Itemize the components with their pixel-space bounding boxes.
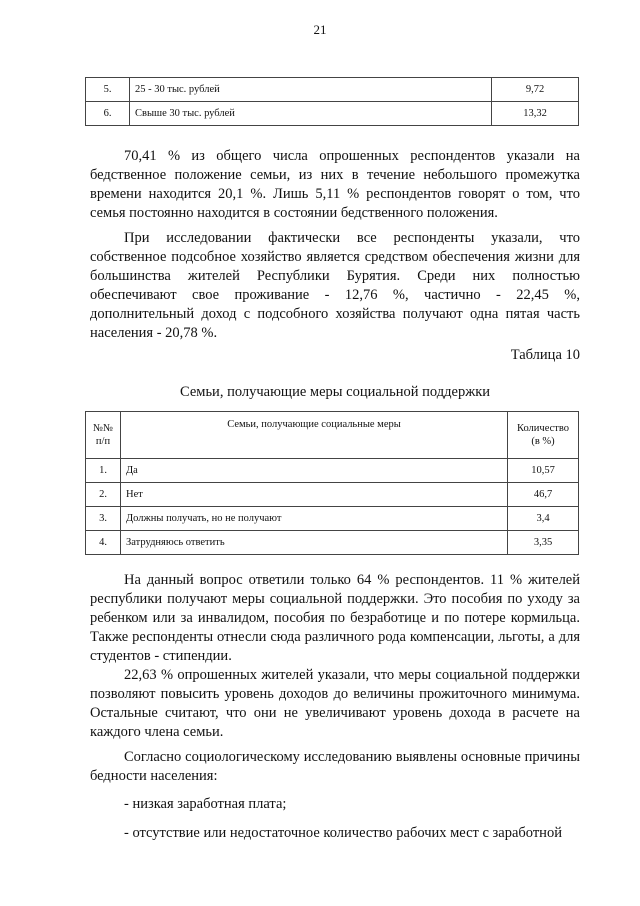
table-label: Таблица 10 <box>510 347 580 363</box>
list-item: - отсутствие или недостаточное количество рабочих мест с заработной <box>124 825 562 841</box>
table-row <box>86 78 579 102</box>
paragraph-subsistence: 22,63 % опрошенных жителей указали, что меры социальной поддержки позволяют повысить уровень доходов до величины прожиточного минимума. Остальные считают, что они не увеличивают уровень дохода в расчете на каждого члена семьи. <box>90 667 580 740</box>
row-label: Затрудняюсь ответить <box>121 531 508 555</box>
income-table <box>85 77 579 126</box>
table-row <box>86 102 579 126</box>
row-label: Должны получать, но не получают <box>121 507 508 531</box>
row-label: Да <box>121 459 508 483</box>
list-item: - низкая заработная плата; <box>124 796 287 812</box>
row-number: 4. <box>86 531 121 555</box>
row-number: 3. <box>86 507 121 531</box>
row-label: 25 - 30 тыс. рублей <box>130 78 492 102</box>
row-value: 10,57 <box>508 459 579 483</box>
header-number: №№ п/п <box>86 412 121 459</box>
table-row <box>86 459 579 483</box>
row-number: 5. <box>86 78 130 102</box>
row-label: Нет <box>121 483 508 507</box>
paragraph-poverty: 70,41 % из общего числа опрошенных респондентов указали на бедственное положение семьи, из них в течение небольшого промежутка времени находится 20,1 %. Лишь 5,11 % респондентов говорят о том, что семья постоянно находится в состоянии бедственного положения. <box>90 148 580 221</box>
row-value: 13,32 <box>492 102 579 126</box>
header-value: Количество (в %) <box>508 412 579 459</box>
table-row <box>86 483 579 507</box>
header-label: Семьи, получающие социальные меры <box>121 412 508 459</box>
social-support-table <box>85 411 579 555</box>
table-row <box>86 531 579 555</box>
row-label: Свыше 30 тыс. рублей <box>130 102 492 126</box>
paragraph-responses: На данный вопрос ответили только 64 % респондентов. 11 % жителей республики получают меры социальной поддержки. Это пособия по уходу за ребенком или за инвалидом, пособия по безработице и по потере кормильца. Также респонденты отнесли сюда различного рода компенсации, льготы, а для студентов - стипендии. <box>90 572 580 664</box>
table-header-row <box>86 412 579 459</box>
row-value: 46,7 <box>508 483 579 507</box>
row-value: 9,72 <box>492 78 579 102</box>
table-title: Семьи, получающие меры социальной поддержки <box>179 384 491 400</box>
row-value: 3,35 <box>508 531 579 555</box>
row-value: 3,4 <box>508 507 579 531</box>
paragraph-household: При исследовании фактически все респонденты указали, что собственное подсобное хозяйство является средством обеспечения жизни для большинства жителей Республики Бурятия. Среди них полностью обеспечивают свое проживание - 12,76 %, частично - 22,45 %, дополнительный доход с подсобного хозяйства получают одна пятая часть населения - 20,78 %. <box>90 230 580 341</box>
row-number: 6. <box>86 102 130 126</box>
paragraph-causes: Согласно социологическому исследованию выявлены основные причины бедности населения: <box>90 749 580 784</box>
table-row <box>86 507 579 531</box>
page-number: 21 <box>313 22 327 37</box>
row-number: 1. <box>86 459 121 483</box>
row-number: 2. <box>86 483 121 507</box>
